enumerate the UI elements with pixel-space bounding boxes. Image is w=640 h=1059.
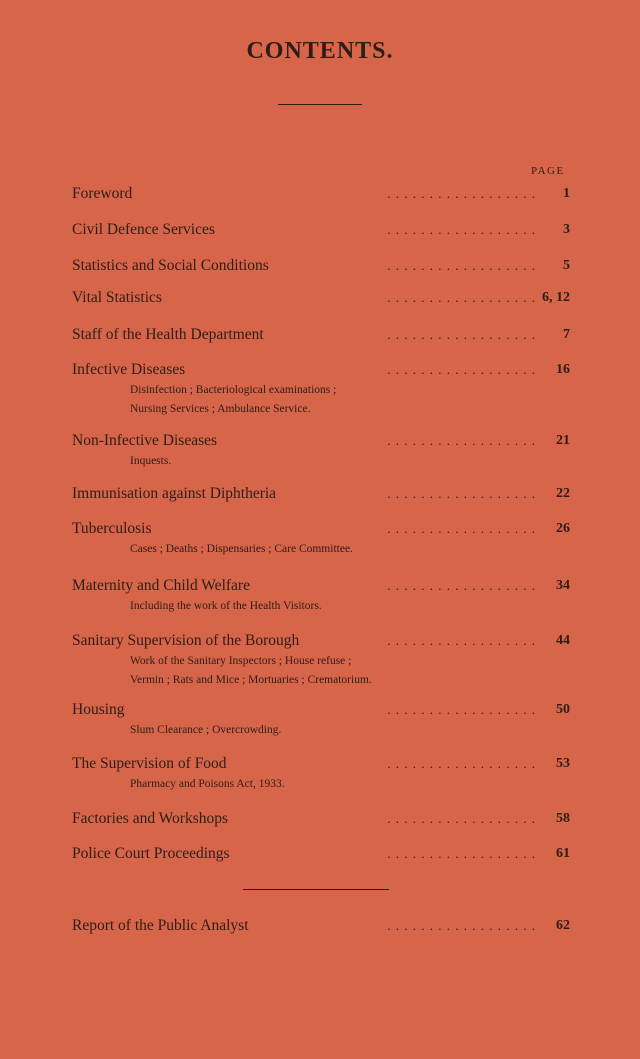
entry-page-number: 1: [563, 186, 570, 201]
entry-page-number: 16: [556, 362, 570, 377]
entry-page-number: 53: [556, 756, 570, 771]
entry-page-number: 7: [563, 327, 570, 342]
contents-entry: [72, 183, 570, 205]
entry-title: Tuberculosis: [72, 518, 158, 540]
entry-subtopics: Inquests.: [130, 455, 172, 467]
dot-leader: . . . . . . . . . . . . . . . . . .: [387, 918, 536, 933]
contents-entry: [72, 219, 570, 241]
entry-line: [72, 483, 570, 505]
entry-page-number: 61: [556, 846, 570, 861]
entry-page-number: 21: [556, 433, 570, 448]
entry-page-number: 50: [556, 702, 570, 717]
contents-entry: [72, 575, 570, 616]
entry-title: Civil Defence Services: [72, 219, 221, 241]
entry-line: [72, 287, 570, 309]
page-title: CONTENTS.: [246, 38, 394, 64]
dot-leader: . . . . . . . . . . . . . . . . . .: [387, 486, 536, 501]
dot-leader: . . . . . . . . . . . . . . . . . .: [387, 846, 536, 861]
entry-title: Police Court Proceedings: [72, 843, 236, 865]
entry-page-number: 6, 12: [542, 290, 570, 305]
dot-leader: . . . . . . . . . . . . . . . . . .: [387, 290, 536, 305]
entry-line: [72, 808, 570, 830]
entry-title: Immunisation against Diphtheria: [72, 483, 282, 505]
entry-page-number: 44: [556, 633, 570, 648]
entry-title: Maternity and Child Welfare: [72, 575, 256, 597]
entry-line: [72, 518, 570, 540]
entry-line: [72, 753, 570, 775]
entry-title: Non-Infective Diseases: [72, 430, 223, 452]
entry-page-number: 62: [556, 918, 570, 933]
entry-line: [72, 324, 570, 346]
dot-leader: . . . . . . . . . . . . . . . . . .: [387, 633, 536, 648]
entry-title: Factories and Workshops: [72, 808, 234, 830]
title-rule: [278, 104, 362, 105]
entry-line: [72, 915, 570, 937]
dot-leader: . . . . . . . . . . . . . . . . . .: [387, 362, 536, 377]
dot-leader: . . . . . . . . . . . . . . . . . .: [387, 756, 536, 771]
contents-entry: [72, 255, 570, 277]
entry-subtopics: Disinfection ; Bacteriological examinations ;: [130, 384, 337, 396]
entry-title: Foreword: [72, 183, 138, 205]
entry-page-number: 58: [556, 811, 570, 826]
page-column-heading: PAGE: [531, 165, 565, 177]
contents-entry: [72, 699, 570, 740]
entry-title: Vital Statistics: [72, 287, 168, 309]
dot-leader: . . . . . . . . . . . . . . . . . .: [387, 222, 536, 237]
contents-entry: [72, 287, 570, 309]
entry-page-number: 34: [556, 578, 570, 593]
dot-leader: . . . . . . . . . . . . . . . . . .: [387, 521, 536, 536]
entry-subtopics: Including the work of the Health Visitors.: [130, 600, 322, 612]
entry-line: [72, 630, 570, 652]
contents-entry: [72, 753, 570, 794]
section-rule: [243, 889, 389, 890]
entry-subtopics: Slum Clearance ; Overcrowding.: [130, 724, 282, 736]
contents-entry: [72, 630, 570, 690]
entry-title: Sanitary Supervision of the Borough: [72, 630, 305, 652]
entry-title: The Supervision of Food: [72, 753, 233, 775]
dot-leader: . . . . . . . . . . . . . . . . . .: [387, 811, 536, 826]
entry-line: [72, 255, 570, 277]
contents-entry: [72, 808, 570, 830]
entry-page-number: 5: [563, 258, 570, 273]
entry-title: Staff of the Health Department: [72, 324, 270, 346]
contents-entry: [72, 483, 570, 505]
entry-subtopics: Pharmacy and Poisons Act, 1933.: [130, 778, 285, 790]
entry-page-number: 3: [563, 222, 570, 237]
dot-leader: . . . . . . . . . . . . . . . . . .: [387, 186, 536, 201]
dot-leader: . . . . . . . . . . . . . . . . . .: [387, 327, 536, 342]
entry-line: [72, 843, 570, 865]
entry-title: Statistics and Social Conditions: [72, 255, 275, 277]
entry-page-number: 22: [556, 486, 570, 501]
entry-subtopics: Nursing Services ; Ambulance Service.: [130, 403, 311, 415]
dot-leader: . . . . . . . . . . . . . . . . . .: [387, 702, 536, 717]
entry-line: [72, 219, 570, 241]
entry-line: [72, 430, 570, 452]
contents-entry: [72, 843, 570, 865]
entry-title: Housing: [72, 699, 131, 721]
entry-subtopics: Cases ; Deaths ; Dispensaries ; Care Committee.: [130, 543, 353, 555]
entry-line: [72, 575, 570, 597]
dot-leader: . . . . . . . . . . . . . . . . . .: [387, 433, 536, 448]
entry-line: [72, 183, 570, 205]
entry-title: Report of the Public Analyst: [72, 915, 255, 937]
entry-line: [72, 359, 570, 381]
entry-page-number: 26: [556, 521, 570, 536]
contents-entry: [72, 518, 570, 559]
contents-entry: [72, 430, 570, 471]
entry-title: Infective Diseases: [72, 359, 191, 381]
entry-line: [72, 699, 570, 721]
entry-subtopics: Work of the Sanitary Inspectors ; House refuse ;: [130, 655, 352, 667]
dot-leader: . . . . . . . . . . . . . . . . . .: [387, 258, 536, 273]
entry-subtopics: Vermin ; Rats and Mice ; Mortuaries ; Crematorium.: [130, 674, 372, 686]
dot-leader: . . . . . . . . . . . . . . . . . .: [387, 578, 536, 593]
appendix-entry: [72, 915, 570, 937]
contents-entry: [72, 359, 570, 419]
contents-entry: [72, 324, 570, 346]
